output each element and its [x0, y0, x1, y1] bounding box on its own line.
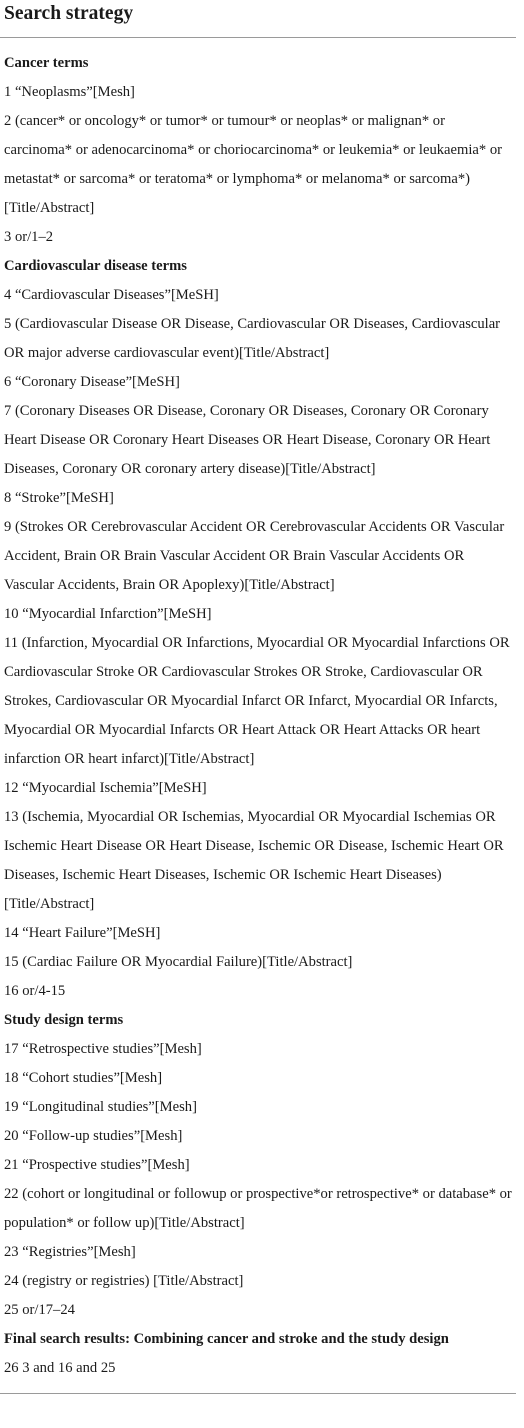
table-row: 7 (Coronary Diseases OR Disease, Coronary OR Diseases, Coronary OR Coronary Heart Disease OR Coronary Heart Diseases OR Heart Disease, Coronary OR Heart Diseases, Coronary OR coronary artery disease)[Title/Abstract] — [4, 403, 491, 477]
table-row: 22 (cohort or longitudinal or followup or prospective*or retrospective* or database* or population* or follow up)[Title/Abstract] — [4, 1186, 512, 1231]
table-row: 13 (Ischemia, Myocardial OR Ischemias, Myocardial OR Myocardial Ischemias OR Ischemic Heart Disease OR Heart Disease, Ischemic OR Disease, Ischemic Heart OR Diseases, Ischemic Heart Diseases, Ischemic OR Ischemic Heart Diseases)[Title/Abstract] — [4, 809, 504, 912]
table-header: Search strategy — [4, 3, 134, 24]
table-row: 21 “Prospective studies”[Mesh] — [4, 1157, 190, 1173]
table-row: 3 or/1–2 — [4, 229, 54, 245]
table-row: 17 “Retrospective studies”[Mesh] — [4, 1041, 202, 1057]
table-row: 16 or/4-15 — [4, 983, 66, 999]
table-bottom-rule — [0, 1393, 516, 1394]
section-heading: Cardiovascular disease terms — [4, 258, 187, 274]
table-row: 24 (registry or registries) [Title/Abstract] — [4, 1273, 244, 1289]
section-heading: Cancer terms — [4, 55, 89, 71]
table-row: 19 “Longitudinal studies”[Mesh] — [4, 1099, 197, 1115]
table-row: 5 (Cardiovascular Disease OR Disease, Cardiovascular OR Diseases, Cardiovascular OR major adverse cardiovascular event)[Title/Abstract] — [4, 316, 501, 361]
section-heading: Study design terms — [4, 1012, 124, 1028]
table-row: 1 “Neoplasms”[Mesh] — [4, 84, 135, 100]
table-body — [4, 38, 520, 1383]
table-row: 8 “Stroke”[MeSH] — [4, 490, 114, 506]
table-row: 11 (Infarction, Myocardial OR Infarctions, Myocardial OR Myocardial Infarctions OR Cardiovascular Stroke OR Cardiovascular Strokes OR Stroke, Cardiovascular OR Strokes, Cardiovascular OR Myocardial Infarct OR Infarct, Myocardial OR Infarcts, Myocardial OR Myocardial Infarcts OR Heart Attack OR Heart Attacks OR heart infarction OR heart infarct)[Title/Abstract] — [4, 635, 510, 767]
table-row: 20 “Follow-up studies”[Mesh] — [4, 1128, 183, 1144]
table-row: 2 (cancer* or oncology* or tumor* or tumour* or neoplas* or malignan* or carcinoma* or adenocarcinoma* or choriocarcinoma* or leukemia* or leukaemia* or metastat* or sarcoma* or teratoma* or lymphoma* or melanoma* or sarcoma*) [Title/Abstract] — [4, 113, 502, 216]
table-row: 4 “Cardiovascular Diseases”[MeSH] — [4, 287, 219, 303]
table-row: 15 (Cardiac Failure OR Myocardial Failure)[Title/Abstract] — [4, 954, 353, 970]
table-row: 18 “Cohort studies”[Mesh] — [4, 1070, 163, 1086]
table-row: 23 “Registries”[Mesh] — [4, 1244, 136, 1260]
section-heading: Final search results: Combining cancer and stroke and the study design — [4, 1331, 449, 1347]
table-row: 14 “Heart Failure”[MeSH] — [4, 925, 161, 941]
table-row: 12 “Myocardial Ischemia”[MeSH] — [4, 780, 207, 796]
table-row: 26 3 and 16 and 25 — [4, 1360, 116, 1376]
table-row: 9 (Strokes OR Cerebrovascular Accident OR Cerebrovascular Accidents OR Vascular Accident, Brain OR Brain Vascular Accident OR Brain Vascular Accidents OR Vascular Accidents, Brain OR Apoplexy)[Title/Abstract] — [4, 519, 505, 593]
table-row: 6 “Coronary Disease”[MeSH] — [4, 374, 180, 390]
table-row: 10 “Myocardial Infarction”[MeSH] — [4, 606, 212, 622]
table-row: 25 or/17–24 — [4, 1302, 75, 1318]
